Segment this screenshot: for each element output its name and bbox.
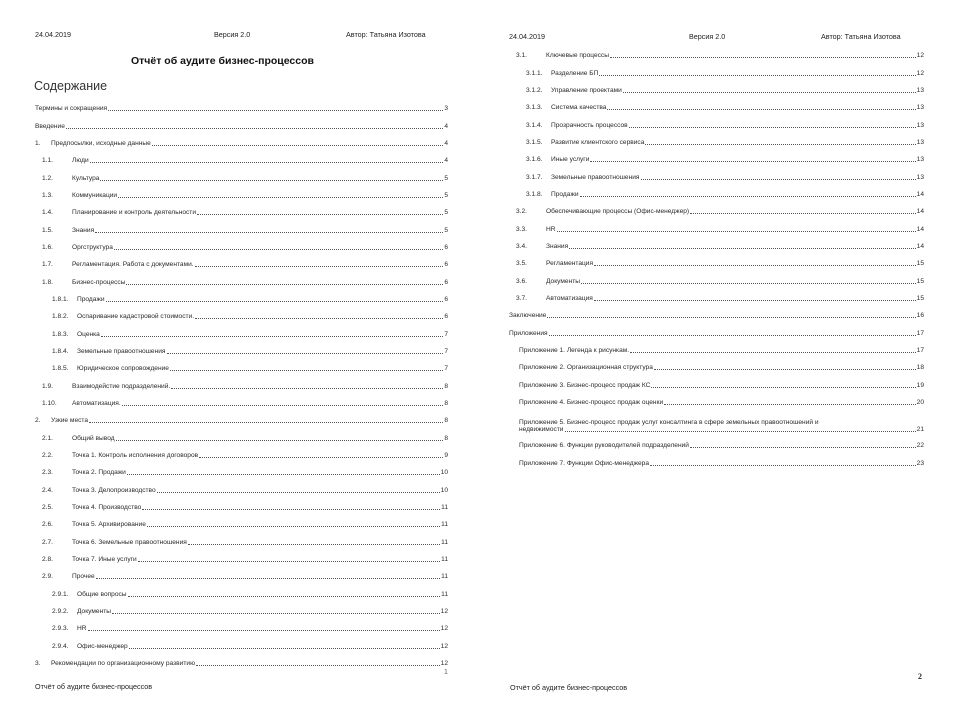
toc-entry[interactable] [35,187,448,204]
toc-entry-text: Точка 3. Делопроизводство [72,486,156,494]
toc-entry-page: 12 [440,608,448,616]
toc-entry-page: 15 [916,294,924,302]
toc-dot-leader [100,180,443,181]
toc-entry-page: 11 [441,521,448,529]
toc-entry-page: 17 [916,329,924,337]
toc-entry-number: 3.1.3. [526,104,543,112]
toc-entry[interactable] [35,291,448,308]
toc-entry[interactable] [35,117,448,134]
toc-entry[interactable] [35,308,448,325]
toc-entry-text: Прозрачность процессов [551,121,628,129]
toc-dot-leader [623,92,916,93]
toc-entry-page: 7 [444,365,448,373]
toc-dot-leader [549,335,916,336]
toc-entry-text: Коммуникации [72,191,118,199]
toc-dot-leader [590,161,915,162]
toc-entry[interactable] [509,64,924,81]
toc-entry[interactable] [509,168,924,185]
header-version: Версия 2.0 [689,32,726,41]
toc-entry[interactable] [509,220,924,237]
toc-entry-number: 1.2. [42,174,53,182]
toc-entry-page: 20 [916,399,924,407]
toc-entry-text: Приложение 5. Бизнес-процесс продаж услуг консалтинга в сфере земельных правоотношений и [519,419,819,427]
toc-entry-text: Общие вопросы [77,590,127,598]
toc-dot-leader [188,544,440,545]
toc-dot-leader [127,474,440,475]
toc-entry-page: 13 [916,173,924,181]
toc-entry[interactable] [35,152,448,169]
toc-entry-number: 3.1. [516,52,527,60]
toc-entry-text: Точка 6. Земельные правоотношения [72,538,187,546]
toc-entry[interactable] [35,516,448,533]
toc-entry-number: 1.8.3. [52,330,69,338]
toc-entry-number: 3.7. [516,294,527,302]
toc-entry-page: 8 [444,417,448,425]
header-author: Автор: Татьяна Изотова [346,30,426,39]
toc-entry-number: 3.6. [516,277,527,285]
toc-entry-number: 2. [35,417,41,425]
toc-dot-leader [629,127,916,128]
toc-entry[interactable] [509,47,924,64]
toc-entry-text-continued: недвижимости [519,426,564,434]
toc-entry[interactable] [35,325,448,342]
toc-entry-number: 1.8.1. [52,295,69,303]
toc-entry[interactable] [509,394,924,411]
toc-entry-text: Узкие места [51,417,89,425]
toc-entry-page: 11 [441,573,448,581]
toc-entry-number: 3.1.8. [526,190,543,198]
toc-entry-number: 2.7. [42,538,53,546]
toc-dot-leader [195,318,443,319]
toc-dot-leader [569,248,915,249]
toc-entry-text: Обеспечивающие процессы (Офис-менеджер) [546,208,690,216]
toc-entry-text: Приложение 3. Бизнес-процесс продаж КС [519,381,651,389]
toc-entry-number: 3.1.5. [526,138,543,146]
toc-entry-number: 3.5. [516,260,527,268]
toc-entry[interactable] [509,151,924,168]
toc-dot-leader [138,561,440,562]
toc-entry-page: 15 [916,277,924,285]
toc-entry[interactable] [35,603,448,620]
toc-entry[interactable] [509,325,924,342]
toc-entry[interactable] [509,186,924,203]
toc-entry[interactable] [509,272,924,289]
toc-entry[interactable] [509,116,924,133]
toc-entry-page: 8 [444,382,448,390]
toc-dot-leader [108,110,443,111]
toc-entry-text: Приложение 6. Функции руководителей подразделений [519,442,689,450]
toc-entry-page: 21 [916,426,924,434]
page-number: 2 [918,672,922,681]
toc-entry-number: 2.9.4. [52,642,69,650]
toc-entry-page: 12 [440,625,448,633]
header-date: 24.04.2019 [35,30,71,39]
toc-entry-text: HR [77,625,87,633]
toc-entry-number: 1.8.5. [52,365,69,373]
toc-entry-text: Прочее [72,573,95,581]
toc-dot-leader [167,353,444,354]
toc-entry-text: Ключевые процессы [546,52,609,60]
toc-entry-number: 2.1. [42,434,53,442]
toc-entry-text: Оргструктура [72,243,113,251]
toc-entry-text: Знания [546,242,569,250]
toc-entry-text: Оспаривание кадастровой стоимости. [77,313,195,321]
toc-entry-text: Точка 5. Архивирование [72,521,146,529]
toc-entry[interactable] [509,255,924,272]
toc-entry-number: 3.1.6. [526,156,543,164]
toc-entry[interactable] [35,100,448,117]
toc-entry-text: Приложение 1. Легенда к рисункам. [519,347,630,355]
toc-entry-page: 12 [916,52,924,60]
page-footer: Отчёт об аудите бизнес-процессов [510,683,628,692]
toc-dot-leader [664,404,916,405]
toc-entry-page: 5 [444,191,448,199]
toc-entry-number: 2.2. [42,452,53,460]
toc-dot-leader [171,388,443,389]
toc-entry-page: 11 [441,590,448,598]
toc-entry[interactable] [35,204,448,221]
toc-entry[interactable] [35,169,448,186]
toc-entry[interactable] [509,437,924,454]
toc-entry-page: 5 [444,174,448,182]
toc-entry[interactable] [35,586,448,603]
toc-entry-page: 12 [916,69,924,77]
toc-entry[interactable] [35,620,448,637]
toc-entry-number: 2.9.1. [52,590,69,598]
toc-entry-page: 16 [916,312,924,320]
toc-entry-page: 13 [916,156,924,164]
toc-entry-text: Заключение [509,312,547,320]
toc-entry[interactable] [35,135,448,152]
toc-dot-leader [650,465,916,466]
toc-dot-leader [195,266,444,267]
toc-entry-number: 1.10. [42,400,57,408]
toc-entry-page: 6 [444,243,448,251]
toc-entry-page: 11 [441,538,448,546]
toc-dot-leader [645,144,915,145]
toc-entry-text: Иные услуги [551,156,590,164]
toc-dot-leader [126,284,443,285]
toc-entry-page: 6 [444,295,448,303]
toc-entry-number: 1.9. [42,382,53,390]
toc-dot-leader [581,283,916,284]
toc-entry-number: 3.1.7. [526,173,543,181]
toc-heading: Содержание [34,79,108,93]
toc-entry-number: 1.1. [42,157,53,165]
toc-entry-page: 4 [444,122,448,130]
page-number: 1 [444,669,448,676]
toc-entry-text: Общий вывод [72,434,115,442]
toc-entry[interactable] [509,290,924,307]
toc-entry-page: 4 [444,139,448,147]
toc-dot-leader [594,265,916,266]
toc-entry-text: Юридическое сопровождение [77,365,169,373]
toc-entry-text: Автоматизация [546,294,593,302]
toc-entry-page: 15 [916,260,924,268]
toc-entry-number: 2.3. [42,469,53,477]
toc-entry[interactable] [35,256,448,273]
toc-dot-leader [197,214,443,215]
toc-entry-page: 11 [441,556,448,564]
toc-entry-text: Автоматизация. [72,400,121,408]
toc-dot-leader [610,57,916,58]
toc-entry-page: 9 [444,452,448,460]
toc-dot-leader [690,213,916,214]
toc-entry-page: 6 [444,313,448,321]
toc-entry[interactable] [35,551,448,568]
toc-entry[interactable] [35,343,448,360]
toc-dot-leader [114,249,443,250]
toc-entry-page: 7 [444,330,448,338]
toc-entry[interactable] [509,82,924,99]
toc-entry-number: 1.4. [42,209,53,217]
toc-entry[interactable] [35,273,448,290]
toc-entry-number: 1.3. [42,191,53,199]
toc-entry-text: Оценка [77,330,100,338]
toc-entry-page: 12 [440,660,448,668]
toc-entry-text: Земельные правоотношения [77,347,166,355]
toc-entry[interactable] [509,134,924,151]
toc-dot-leader [547,317,915,318]
toc-entry-number: 3.1.2. [526,86,543,94]
toc-dot-leader [599,75,915,76]
toc-entry-page: 8 [444,434,448,442]
toc-dot-leader [594,300,916,301]
toc-entry-line2 [519,426,924,433]
toc-entry-text-block [519,419,924,433]
toc-entry-text: Земельные правоотношения [551,173,640,181]
toc-entry-text: Люди [72,157,89,165]
toc-entry-number: 1.6. [42,243,53,251]
toc-entry-text: Документы [546,277,580,285]
toc-entry-page: 14 [916,225,924,233]
toc-entry-number: 2.8. [42,556,53,564]
document-title: Отчёт об аудите бизнес-процессов [131,55,314,67]
toc-entry-text: HR [546,225,556,233]
toc-entry-page: 8 [444,400,448,408]
toc-entry-text: Точка 7. Иные услуги [72,556,137,564]
toc-entry[interactable] [509,359,924,376]
toc-dot-leader [90,162,444,163]
toc-entry-number: 3.1.1. [526,69,543,77]
page-2 [480,0,960,713]
toc-dot-leader [152,145,444,146]
toc-entry[interactable] [35,430,448,447]
toc-entry-page: 6 [444,278,448,286]
toc-entry-text: Планирование и контроль деятельности [72,209,197,217]
toc-entry-number: 1.8. [42,278,53,286]
toc-entry-text: Развитие клиентского сервиса [551,138,645,146]
toc-entry-text: Точка 4. Производство [72,504,142,512]
toc-entry[interactable] [35,499,448,516]
toc-dot-leader [199,457,443,458]
table-of-contents [35,100,448,672]
toc-entry-number: 3.2. [516,208,527,216]
toc-entry-number: 3.4. [516,242,527,250]
toc-entry-number: 1.5. [42,226,53,234]
toc-entry[interactable] [35,221,448,238]
toc-entry-page: 11 [441,504,448,512]
toc-entry-text: Точка 1. Контроль исполнения договоров [72,452,199,460]
toc-entry-text: Рекомендации по организационному развитию [51,660,196,668]
toc-entry-number: 2.4. [42,486,53,494]
toc-dot-leader [116,440,444,441]
toc-dot-leader [557,231,916,232]
toc-entry[interactable] [35,239,448,256]
toc-entry-text: Введение [35,122,65,130]
toc-entry[interactable] [509,342,924,359]
toc-entry-page: 14 [916,208,924,216]
toc-entry-text: Офис-менеджер [77,642,128,650]
toc-entry[interactable] [35,482,448,499]
toc-entry-page: 3 [444,105,448,113]
toc-entry[interactable] [35,534,448,551]
toc-entry[interactable] [509,99,924,116]
toc-entry[interactable] [35,447,448,464]
toc-entry-page: 14 [916,190,924,198]
toc-entry[interactable] [35,412,448,429]
toc-entry-number: 2.5. [42,504,53,512]
toc-entry-text: Регламентация [546,260,594,268]
toc-dot-leader [654,369,916,370]
toc-entry-number: 2.6. [42,521,53,529]
toc-entry[interactable] [509,307,924,324]
toc-entry-page: 12 [440,642,448,650]
toc-entry-page: 13 [916,104,924,112]
toc-entry-text: Приложения [509,329,548,337]
toc-entry-page: 22 [916,442,924,450]
toc-entry-number: 2.9. [42,573,53,581]
toc-entry[interactable] [35,360,448,377]
toc-entry-page: 19 [916,381,924,389]
toc-dot-leader [607,109,915,110]
toc-entry-number: 1. [35,139,41,147]
toc-entry-page: 10 [440,469,448,477]
toc-dot-leader [170,370,443,371]
toc-entry-text: Продажи [551,190,579,198]
toc-entry-page: 14 [916,242,924,250]
toc-entry-text: Регламентация. Работа с документами. [72,261,194,269]
toc-dot-leader [96,578,440,579]
toc-dot-leader [101,336,443,337]
toc-entry-page: 13 [916,121,924,129]
toc-dot-leader [95,232,443,233]
toc-dot-leader [142,509,440,510]
toc-dot-leader [157,492,440,493]
toc-dot-leader [565,431,916,432]
toc-entry-page: 18 [916,364,924,372]
toc-entry[interactable] [35,568,448,585]
toc-dot-leader [630,352,916,353]
header-version: Версия 2.0 [214,30,251,39]
toc-dot-leader [580,196,916,197]
table-of-contents [509,47,924,472]
toc-entry-number: 3.3. [516,225,527,233]
toc-entry-page: 13 [916,138,924,146]
toc-entry-number: 3. [35,660,41,668]
toc-entry-text: Знания [72,226,95,234]
toc-entry[interactable] [509,203,924,220]
toc-entry-number: 1.7. [42,261,53,269]
toc-entry[interactable] [35,464,448,481]
toc-entry[interactable] [509,411,924,437]
toc-entry-page: 6 [444,261,448,269]
toc-entry-page: 23 [916,459,924,467]
toc-dot-leader [690,447,916,448]
toc-entry-text: Культура [72,174,100,182]
toc-dot-leader [122,405,444,406]
toc-dot-leader [129,648,440,649]
toc-entry-number: 2.9.2. [52,608,69,616]
toc-entry-text: Бизнес-процессы [72,278,126,286]
toc-entry-number: 3.1.4. [526,121,543,129]
toc-entry-text: Взаимодейстие подразделений. [72,382,171,390]
toc-dot-leader [196,665,440,666]
toc-dot-leader [651,387,915,388]
toc-entry-text: Документы [77,608,111,616]
toc-entry[interactable] [35,638,448,655]
toc-dot-leader [118,197,443,198]
toc-entry[interactable] [35,655,448,672]
toc-entry-number: 1.8.2. [52,313,69,321]
toc-dot-leader [89,422,443,423]
toc-entry-page: 17 [916,347,924,355]
toc-entry-page: 10 [440,486,448,494]
toc-entry-page: 5 [444,209,448,217]
toc-entry-number: 1.8.4. [52,347,69,355]
page-footer: Отчёт об аудите бизнес-процессов [35,682,153,691]
toc-entry[interactable] [509,455,924,472]
toc-entry-text: Точка 2. Продажи [72,469,126,477]
toc-dot-leader [88,630,440,631]
header-date: 24.04.2019 [509,32,545,41]
header-author: Автор: Татьяна Изотова [821,32,901,41]
toc-dot-leader [106,301,444,302]
toc-entry[interactable] [509,377,924,394]
toc-entry[interactable] [509,238,924,255]
toc-entry-text: Приложение 7. Функции Офис-менеджера [519,459,650,467]
toc-entry-page: 5 [444,226,448,234]
toc-dot-leader [128,596,441,597]
toc-entry-number: 2.9.3. [52,625,69,633]
toc-entry-page: 13 [916,86,924,94]
toc-entry-text: Приложение 2. Организационная структура [519,364,653,372]
toc-dot-leader [66,128,443,129]
toc-entry-text: Предпосылки, исходные данные [51,139,151,147]
toc-entry-text: Приложение 4. Бизнес-процесс продаж оценки [519,399,664,407]
toc-entry-text: Разделение БП [551,69,599,77]
toc-entry-text: Управление проектами [551,86,622,94]
toc-entry-text: Система качества [551,104,607,112]
toc-entry-text: Продажи [77,295,105,303]
toc-entry-page: 4 [444,157,448,165]
toc-dot-leader [641,179,916,180]
toc-entry[interactable] [35,378,448,395]
toc-entry-text: Термины и сокращения [35,105,108,113]
toc-dot-leader [112,613,440,614]
toc-entry[interactable] [35,395,448,412]
toc-entry-page: 7 [444,347,448,355]
toc-dot-leader [147,526,440,527]
